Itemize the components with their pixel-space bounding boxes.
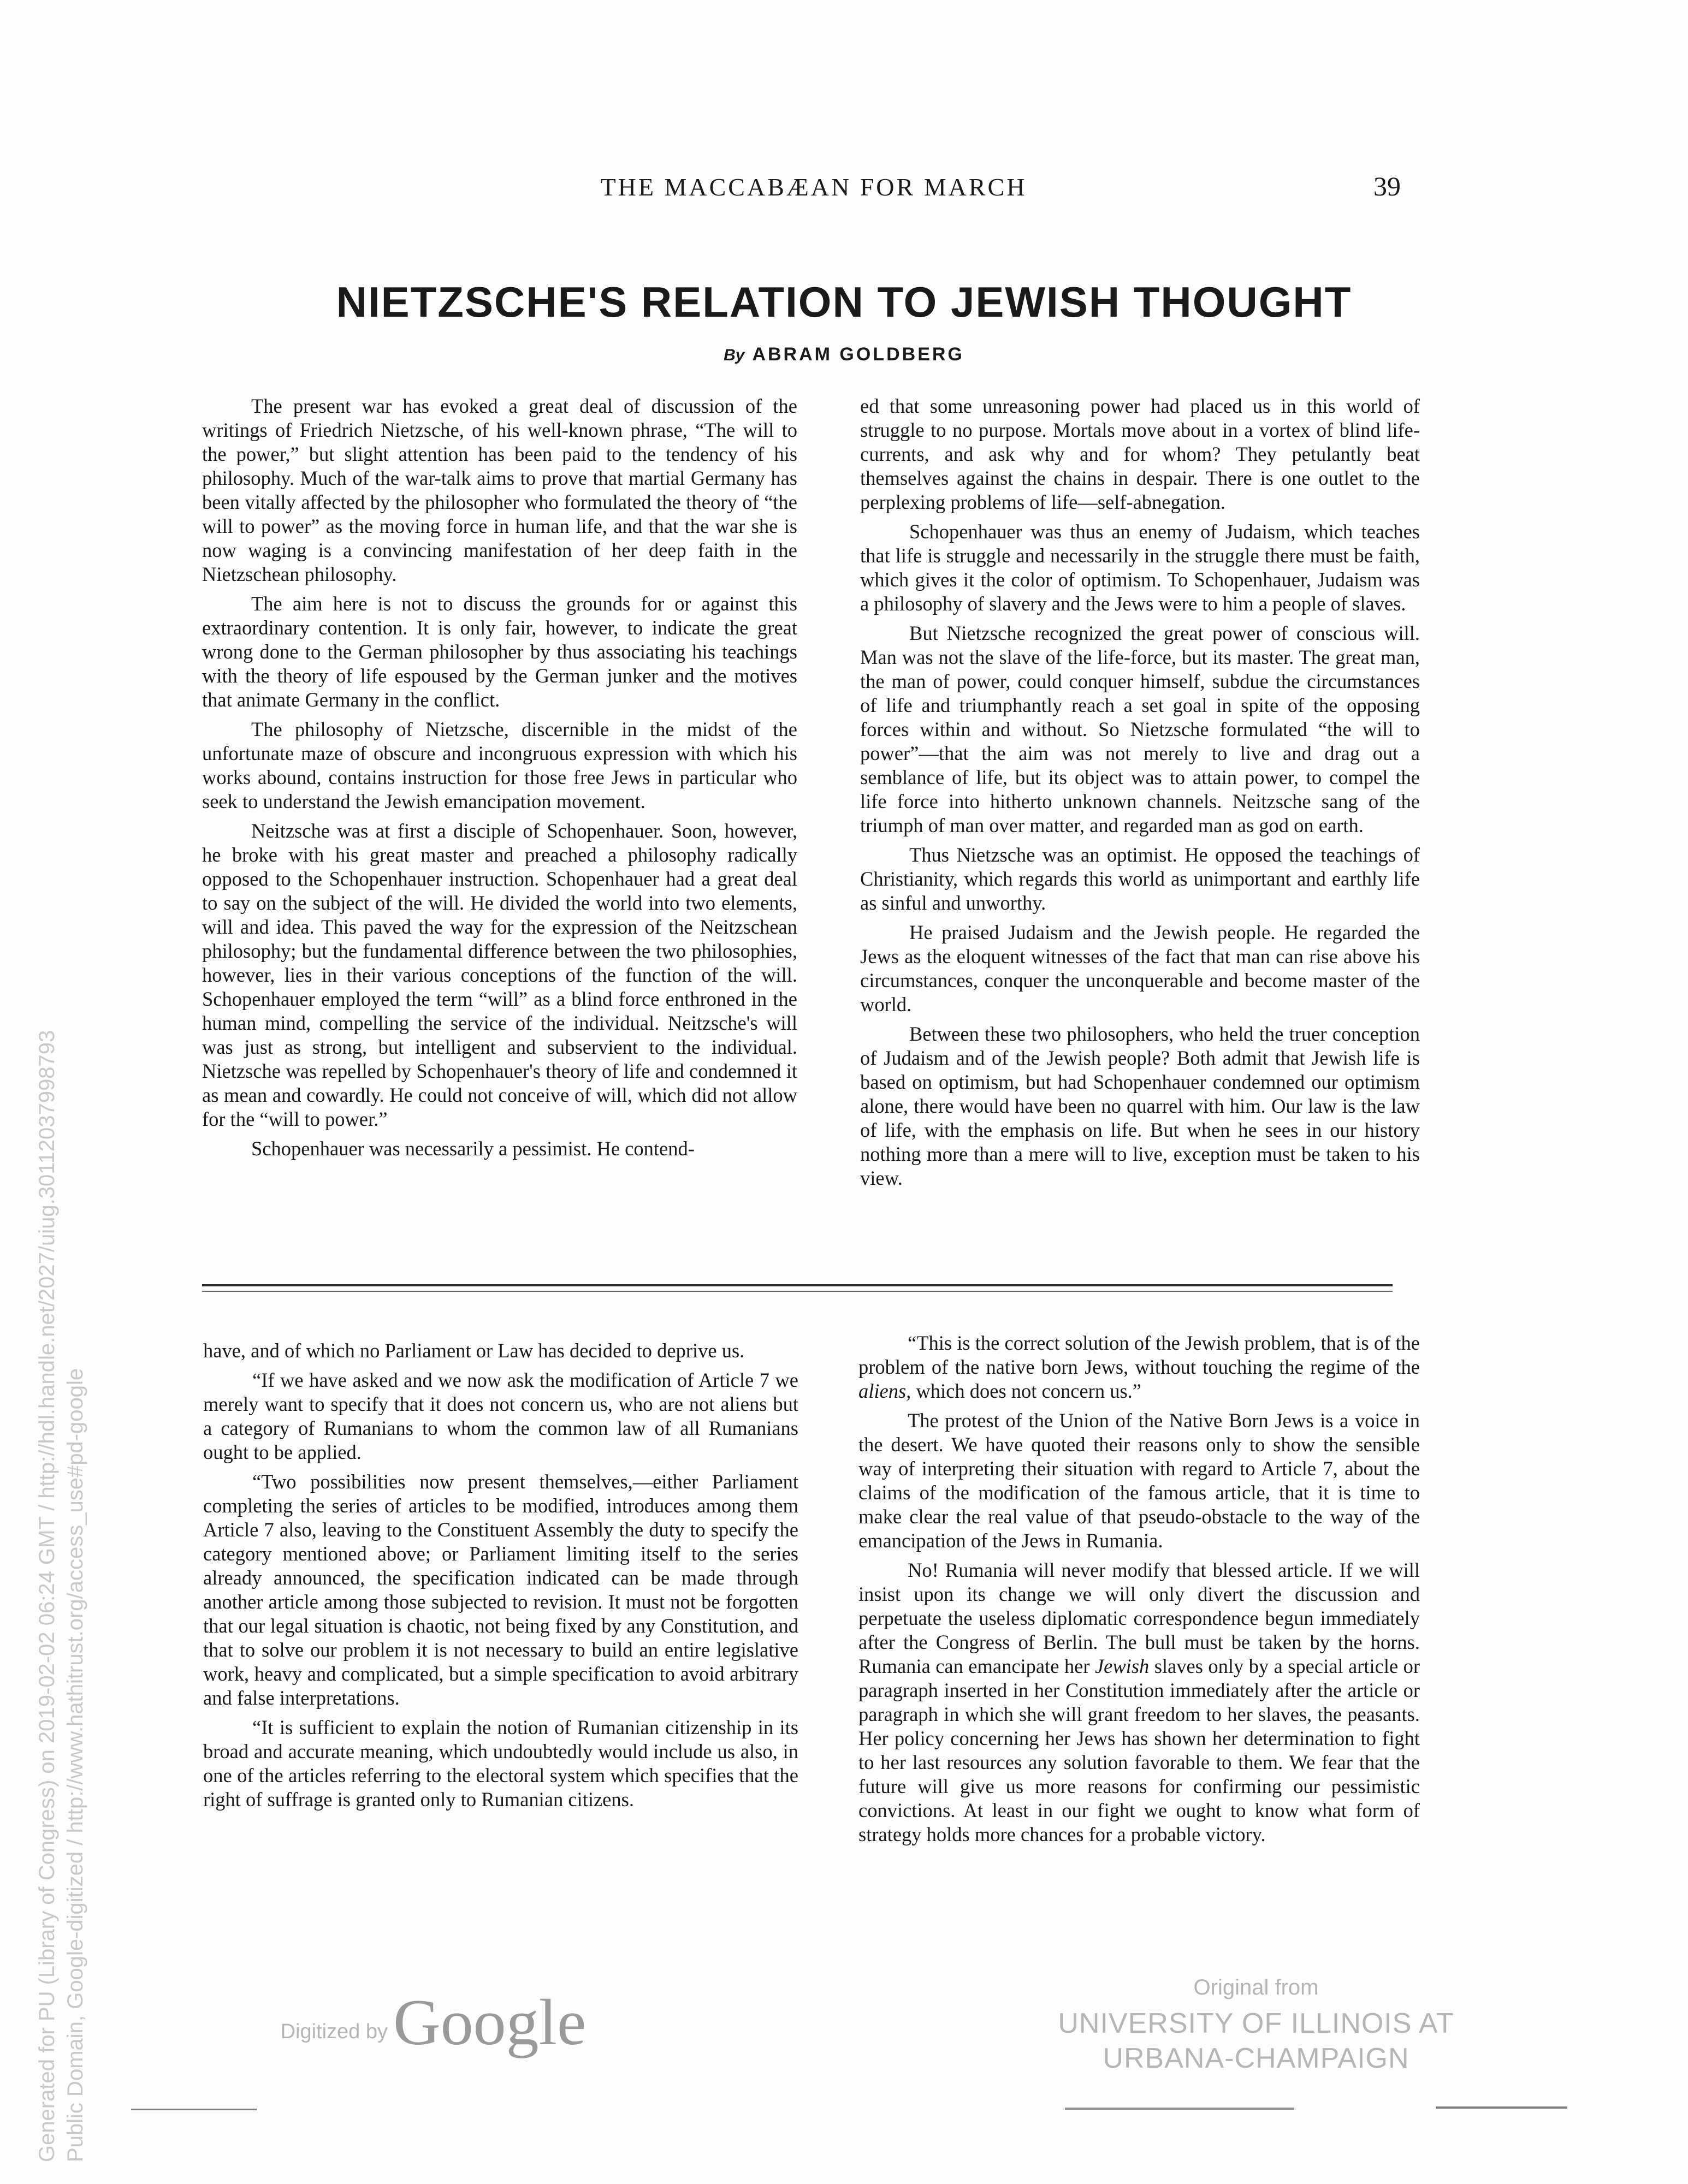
paragraph (858, 1331, 1420, 1403)
paragraph: ed that some unreasoning power had placed us in this world of struggle to no purpose. Mortals move about in a vortex of blind life-currents, and ask why and for whom? They petulantly beat themselves against the chains in despair. There is one outlet to the perplexing problems of life—self-abnegation. (860, 395, 1420, 513)
hathitrust-margin-note (33, 743, 93, 2162)
institution-name-line2: URBANA-CHAMPAIGN (1103, 2043, 1409, 2074)
institution-name-line1: UNIVERSITY OF ILLINOIS AT (1058, 2008, 1454, 2039)
page-number: 39 (1373, 171, 1401, 201)
paragraph: Schopenhauer was thus an enemy of Judaism, which teaches that life is struggle and necessarily in the struggle there must be faith, which gives it the color of optimism. To Schopenhauer, Judaism was a philosophy of slavery and the Jews were to him a people of slaves. (860, 520, 1420, 615)
text-run: which does not concern us.” (911, 1380, 1141, 1402)
margin-note-line: Public Domain, Google-digitized / http://www.hathitrust.org/access_use#pd-google (63, 1368, 87, 2162)
continuation-right-column (858, 1331, 1420, 1847)
italic-text: Jewish (1094, 1655, 1150, 1677)
text-run: No! Rumania will never modify that blessed article. If we will insist upon its change we will only divert the discussion and perpetuate the useless diplomatic correspondence begun immediately after the Congress of Berlin. The bull must be taken by the horns. Rumania can emancipate her (858, 1559, 1420, 1677)
italic-text: aliens, (858, 1380, 911, 1402)
digitized-by-label: Digitized by (280, 2020, 388, 2043)
paragraph: Neitzsche was at first a disciple of Schopenhauer. Soon, however, he broke with his great master and preached a philosophy radically opposed to the Schopenhauer instruction. Schopenhauer had a great deal to say on the subject of the will. He divided the world into two elements, will and idea. This paved the way for the expression of the Neitzschean philosophy; but the fundamental difference between the two philosophies, however, lies in their various conceptions of the function of the will. Schopenhauer employed the term “will” as a blind force enthroned in the human mind, compelling the service of the individual. Neitzsche's will was just as strong, but intelligent and subservient to the individual. Nietzsche was repelled by Schopenhauer's theory of life and condemned it as mean and cowardly. He could not conceive of will, which did not allow for the “will to power.” (202, 820, 797, 1130)
paragraph: Thus Nietzsche was an optimist. He opposed the teachings of Christianity, which regards this world as unimportant and earthly life as sinful and unworthy. (860, 844, 1420, 914)
paragraph (858, 1558, 1420, 1847)
paragraph: “If we have asked and we now ask the modification of Article 7 we merely want to specify that it does not concern us, who are not aliens but a category of Rumanians to whom the common law of all Rumanians ought to be applied. (203, 1369, 798, 1463)
paragraph: The aim here is not to discuss the grounds for or against this extraordinary contention. It is only fair, however, to indicate the great wrong done to the German philosopher by thus associating his teachings with the theory of life espoused by the German junker and the motives that animate Germany in the conflict. (202, 592, 797, 711)
paragraph: Between these two philosophers, who held the truer conception of Judaism and of the Jewish people? Both admit that Jewish life is based on optimism, but had Schopenhauer condemned our optimism alone, there would have been no quarrel with him. Our law is the law of life, with the emphasis on life. But when he sees in our history nothing more than a mere will to live, exception must be taken to his view. (860, 1023, 1420, 1189)
section-divider-rule (202, 1284, 1393, 1286)
original-from-label: Original from (1193, 1975, 1319, 1999)
byline (0, 344, 1688, 365)
paragraph: “Two possibilities now present themselves,—either Parliament completing the series of articles to be modified, introduces among them Article 7 also, leaving to the Constituent Assembly the duty to specify the category mentioned above; or Parliament limiting itself to the series already announced, the specification indicated can be made through another article among those subjected to revision. It must not be forgotten that our legal situation is chaotic, not being fixed by any Constitution, and that to solve our problem it is not necessary to build an entire legislative work, heavy and complicated, but a simple specification to avoid arbitrary and false interpretations. (203, 1470, 798, 1709)
continuation-left-column (203, 1339, 798, 1812)
paragraph: The philosophy of Nietzsche, discernible in the midst of the unfortunate maze of obscure and incongruous expression with which his works abound, contains instruction for those free Jews in particular who seek to understand the Jewish emancipation movement. (202, 718, 797, 812)
section-divider-rule (202, 1291, 1393, 1292)
byline-prefix: By (724, 346, 745, 364)
paragraph: The protest of the Union of the Native Born Jews is a voice in the desert. We have quoted their reasons only to show the sensible way of interpreting their situation with regard to Article 7, about the claims of the modification of the famous article, that it is time to make clear the real value of that pseudo-obstacle to the way of the emancipation of the Jews in Rumania. (858, 1409, 1420, 1552)
google-logo: Google (393, 1986, 587, 2058)
paragraph: He praised Judaism and the Jewish people. He regarded the Jews as the eloquent witnesses of the fact that man can rise above his circumstances, conquer the unconquerable and become master of the world. (860, 921, 1420, 1016)
article-title: NIETZSCHE'S RELATION TO JEWISH THOUGHT (336, 278, 1352, 326)
article-right-column (860, 394, 1420, 1190)
paragraph: “It is sufficient to explain the notion of Rumanian citizenship in its broad and accurate meaning, which undoubtedly would include us also, in one of the articles referring to the electoral system which specifies that the right of suffrage is granted only to Rumanian citizens. (203, 1716, 798, 1811)
running-title: THE MACCABÆAN FOR MARCH (600, 173, 1027, 201)
paragraph: have, and of which no Parliament or Law has decided to deprive us. (203, 1339, 745, 1362)
paragraph: The present war has evoked a great deal of discussion of the writings of Friedrich Nietzsche, of his well-known phrase, “The will to the power,” but slight attention has been paid to the tendency of his philosophy. Much of the war-talk aims to prove that martial Germany has been vitally affected by the philosopher who formulated the theory of “the will to power” as the moving force in human life, and that the war she is now waging is a convincing manifestation of her deep faith in the Nietzschean philosophy. (202, 395, 797, 585)
text-run: “This is the correct solution of the Jewish problem, that is of the problem of the native born Jews, without touching the regime of the (858, 1332, 1420, 1378)
footer-scan-mark (1065, 2108, 1294, 2110)
text-run: slaves only by a special article or paragraph inserted in her Constitution immediately after the article or paragraph in which she will grant freedom to her slaves, the peasants. Her policy concerning her Jews has shown her determination to fight to her last resources any solution favorable to them. We fear that the future will give us more reasons for confirming our pessimistic convictions. At least in our fight we ought to know what form of strategy holds more chances for a probable victory. (858, 1655, 1420, 1845)
footer-scan-mark (131, 2109, 257, 2110)
margin-note-line: Generated for PU (Library of Congress) on 2019-02-02 06:24 GMT / http://hdl.handle.net/2027/uiug.30112037998793 (35, 1030, 59, 2162)
paragraph: But Nietzsche recognized the great power of conscious will. Man was not the slave of the life-force, but its master. The great man, the man of power, could conquer himself, subdue the circumstances of life and triumphantly reach a set goal in spite of the opposing forces within and without. So Nietzsche formulated “the will to power”—that the aim was not merely to live and drag out a semblance of life, but its object was to attain power, to compel the life force into hitherto unknown channels. Neitzsche sang of the triumph of man over matter, and regarded man as god on earth. (860, 622, 1420, 836)
article-left-column (202, 394, 797, 1161)
paragraph: Schopenhauer was necessarily a pessimist. He contend- (251, 1137, 695, 1160)
footer-scan-mark (1436, 2106, 1567, 2109)
author-name: ABRAM GOLDBERG (752, 344, 964, 365)
